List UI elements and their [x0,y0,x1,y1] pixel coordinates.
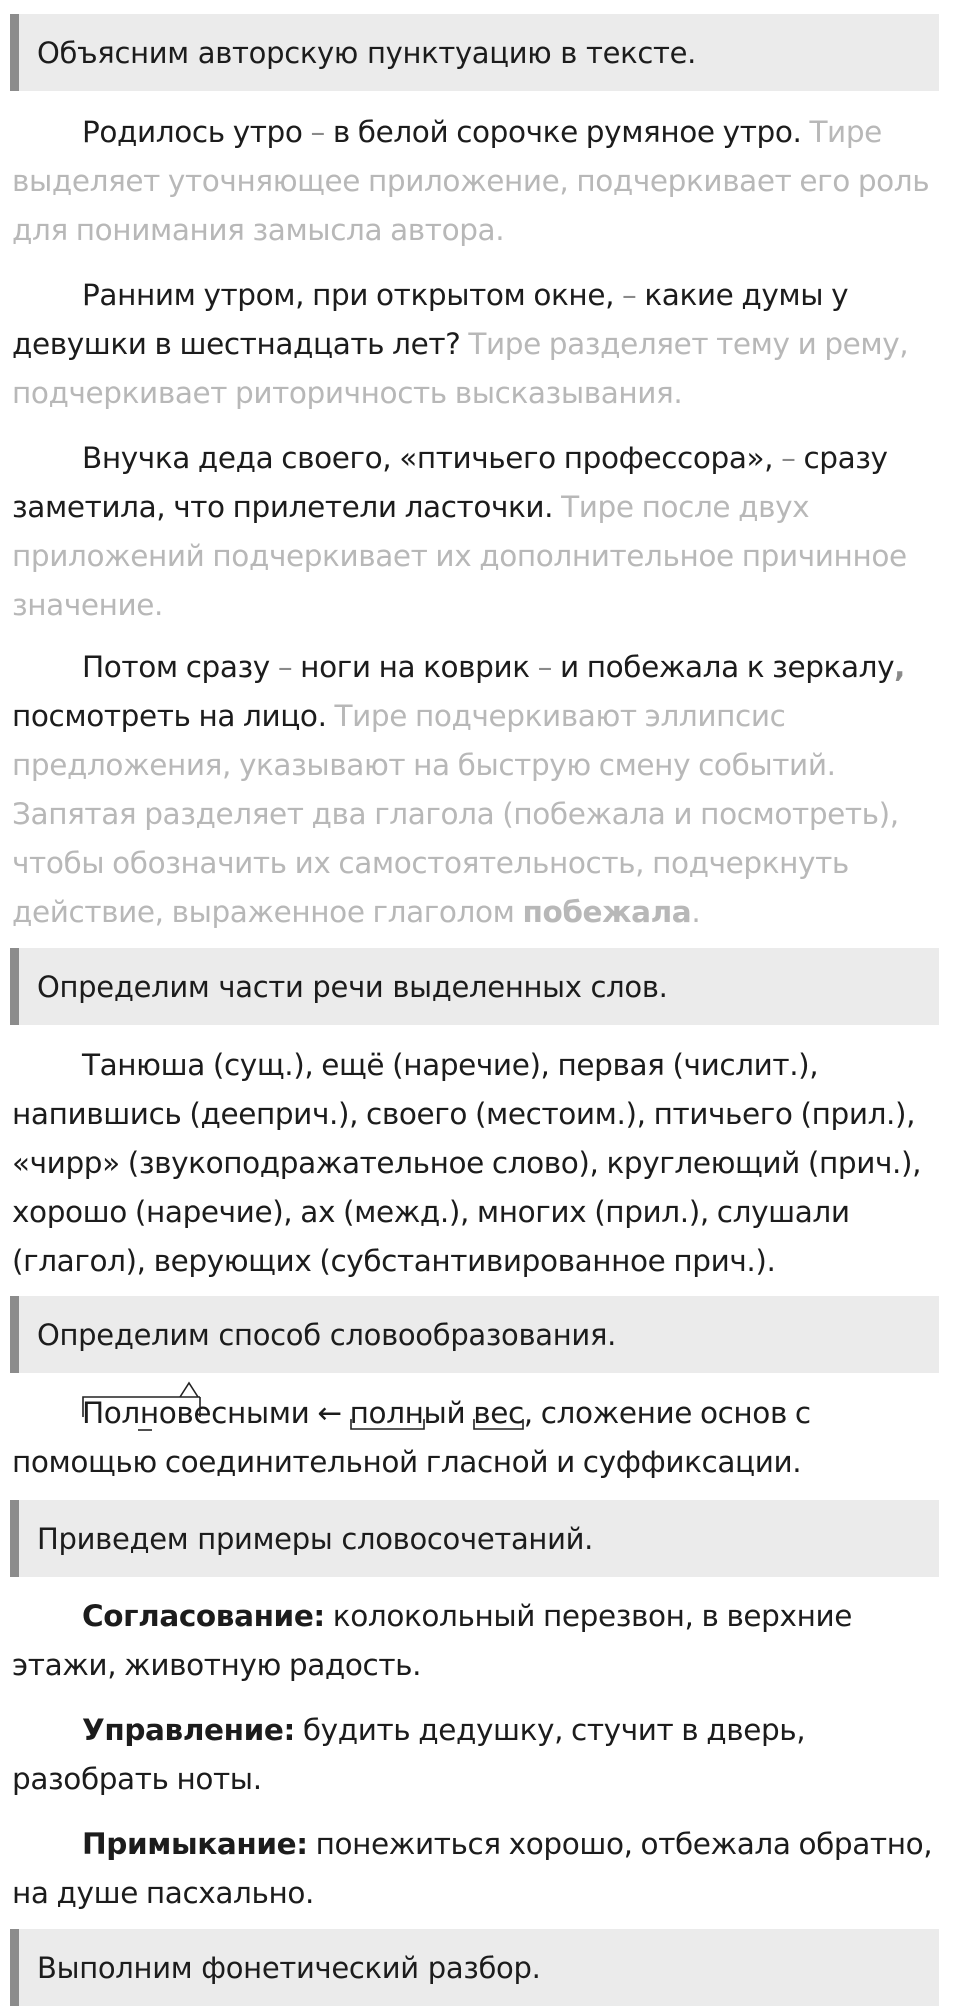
sentence-text: Потом сразу [82,650,278,684]
text-line [12,483,942,532]
comment-text: значение. [12,588,164,622]
text-line: Танюша (сущ.), ещё (наречие), первая (числит.), [82,1048,819,1082]
text-line [12,692,942,741]
sentence-text: девушки в шестнадцать лет? [12,327,469,361]
section-header-text: Выполним фонетический разбор. [37,1950,541,1985]
comment-text: приложений подчеркивает их дополнительное причинное [12,539,907,573]
text-line: хорошо (наречие), ах (межд.), многих (прил.), слушали [12,1195,850,1229]
phrases-government [12,1706,942,1804]
text-line [12,1592,942,1641]
comment-text: предложения, указывают на быструю смену событий. [12,748,836,782]
text-line [12,108,942,157]
comment-line [12,888,942,937]
section-header-parts-of-speech [10,948,939,1025]
suffix-mark [180,1383,198,1397]
sentence-text: сразу [795,441,888,475]
comment-text: чтобы обозначить их самостоятельность, подчеркнуть [12,846,849,880]
section-header-phrases [10,1500,939,1577]
base-word-2 [473,1389,524,1438]
phrase-type-label: Примыкание: [82,1827,308,1861]
phrase-type-label: Управление: [82,1713,295,1747]
text-line: на душе пасхально. [12,1876,314,1910]
text-line: помощью соединительной гласной и суффиксации. [12,1445,802,1479]
dash-mark: – [781,441,796,475]
arrow-icon: ← [309,1396,350,1430]
derived-word-text: Полновесными [82,1396,310,1430]
sentence-text: посмотреть на лицо. [12,699,335,733]
text-line: разобрать ноты. [12,1762,262,1796]
phrases-adjunction [12,1820,942,1918]
section-header-text: Определим способ словообразования. [37,1317,617,1352]
text-line [12,320,942,369]
sentence-text: заметила, что прилетели ласточки. [12,490,562,524]
comment-text: для понимания замысла автора. [12,213,505,247]
parts-of-speech-paragraph [12,1041,942,1286]
text-line: «чирр» (звукоподражательное слово), круглеющий (прич.), [12,1146,922,1180]
dash-mark: – [277,650,293,684]
text-line [12,1706,942,1755]
comment-text: Тире разделяет тему и рему, [468,327,909,361]
comment-text: Тире подчеркивают эллипсис [334,699,786,733]
section-header-punctuation [10,14,939,91]
dash-mark: – [622,278,637,312]
text-line [12,1389,942,1438]
word-formation-paragraph [12,1389,942,1487]
sentence-text: Ранним утром, при открытом окне, [82,278,623,312]
base-word-text: полный [349,1396,466,1430]
base-word-1 [350,1389,466,1438]
phrase-examples: будить дедушку, стучит в дверь, [294,1713,806,1747]
text-line: (глагол), верующих (субстантивированное прич.). [12,1244,776,1278]
sentence-text: Внучка деда своего, «птичьего профессора», [82,441,782,475]
comma-mark: , [894,650,905,684]
text-line [12,1820,942,1869]
phrase-examples: колокольный перезвон, в верхние [324,1599,852,1633]
punctuation-paragraph-1 [12,108,942,255]
punctuation-paragraph-3 [12,434,942,630]
comment-text: Запятая разделяет два глагола (побежала и посмотреть), [12,797,899,831]
section-header-text: Приведем примеры словосочетаний. [37,1521,594,1556]
comment-text: выделяет уточняющее приложение, подчеркивает его роль [12,164,930,198]
punctuation-paragraph-2 [12,271,942,418]
sentence-text: , сложение основ с [523,1396,811,1430]
section-header-phonetic [10,1929,939,2006]
text-line [12,434,942,483]
phrase-examples: понежиться хорошо, отбежала обратно, [307,1827,933,1861]
section-header-text: Объясним авторскую пунктуацию в тексте. [37,35,697,70]
derived-word [82,1389,309,1438]
section-header-word-formation [10,1296,939,1373]
emphasized-word: побежала [522,895,692,929]
punctuation-paragraph-4 [12,643,942,937]
phrase-type-label: Согласование: [82,1599,325,1633]
sentence-text: ноги на коврик [292,650,538,684]
section-header-text: Определим части речи выделенных слов. [37,969,668,1004]
text-line: этажи, животную радость. [12,1648,422,1682]
sentence-text: и побежала к зеркалу [552,650,895,684]
comment-text: . [691,895,701,929]
text-line [12,643,942,692]
comment-text: Тире после двух [561,490,810,524]
sentence-text: в белой сорочке румяное утро. [324,115,810,149]
base-word-text: вес [473,1396,524,1430]
dash-mark: – [537,650,553,684]
sentence-text: какие думы у [636,278,849,312]
dash-mark: – [310,115,325,149]
sentence-text: Родилось утро [82,115,311,149]
text-line: напившись (дееприч.), своего (местоим.), птичьего (прил.), [12,1097,916,1131]
phrases-agreement [12,1592,942,1690]
comment-text: Тире [809,115,882,149]
comment-text: действие, выраженное глаголом [12,895,523,929]
text-line [12,271,942,320]
comment-text: подчеркивает риторичность высказывания. [12,376,683,410]
